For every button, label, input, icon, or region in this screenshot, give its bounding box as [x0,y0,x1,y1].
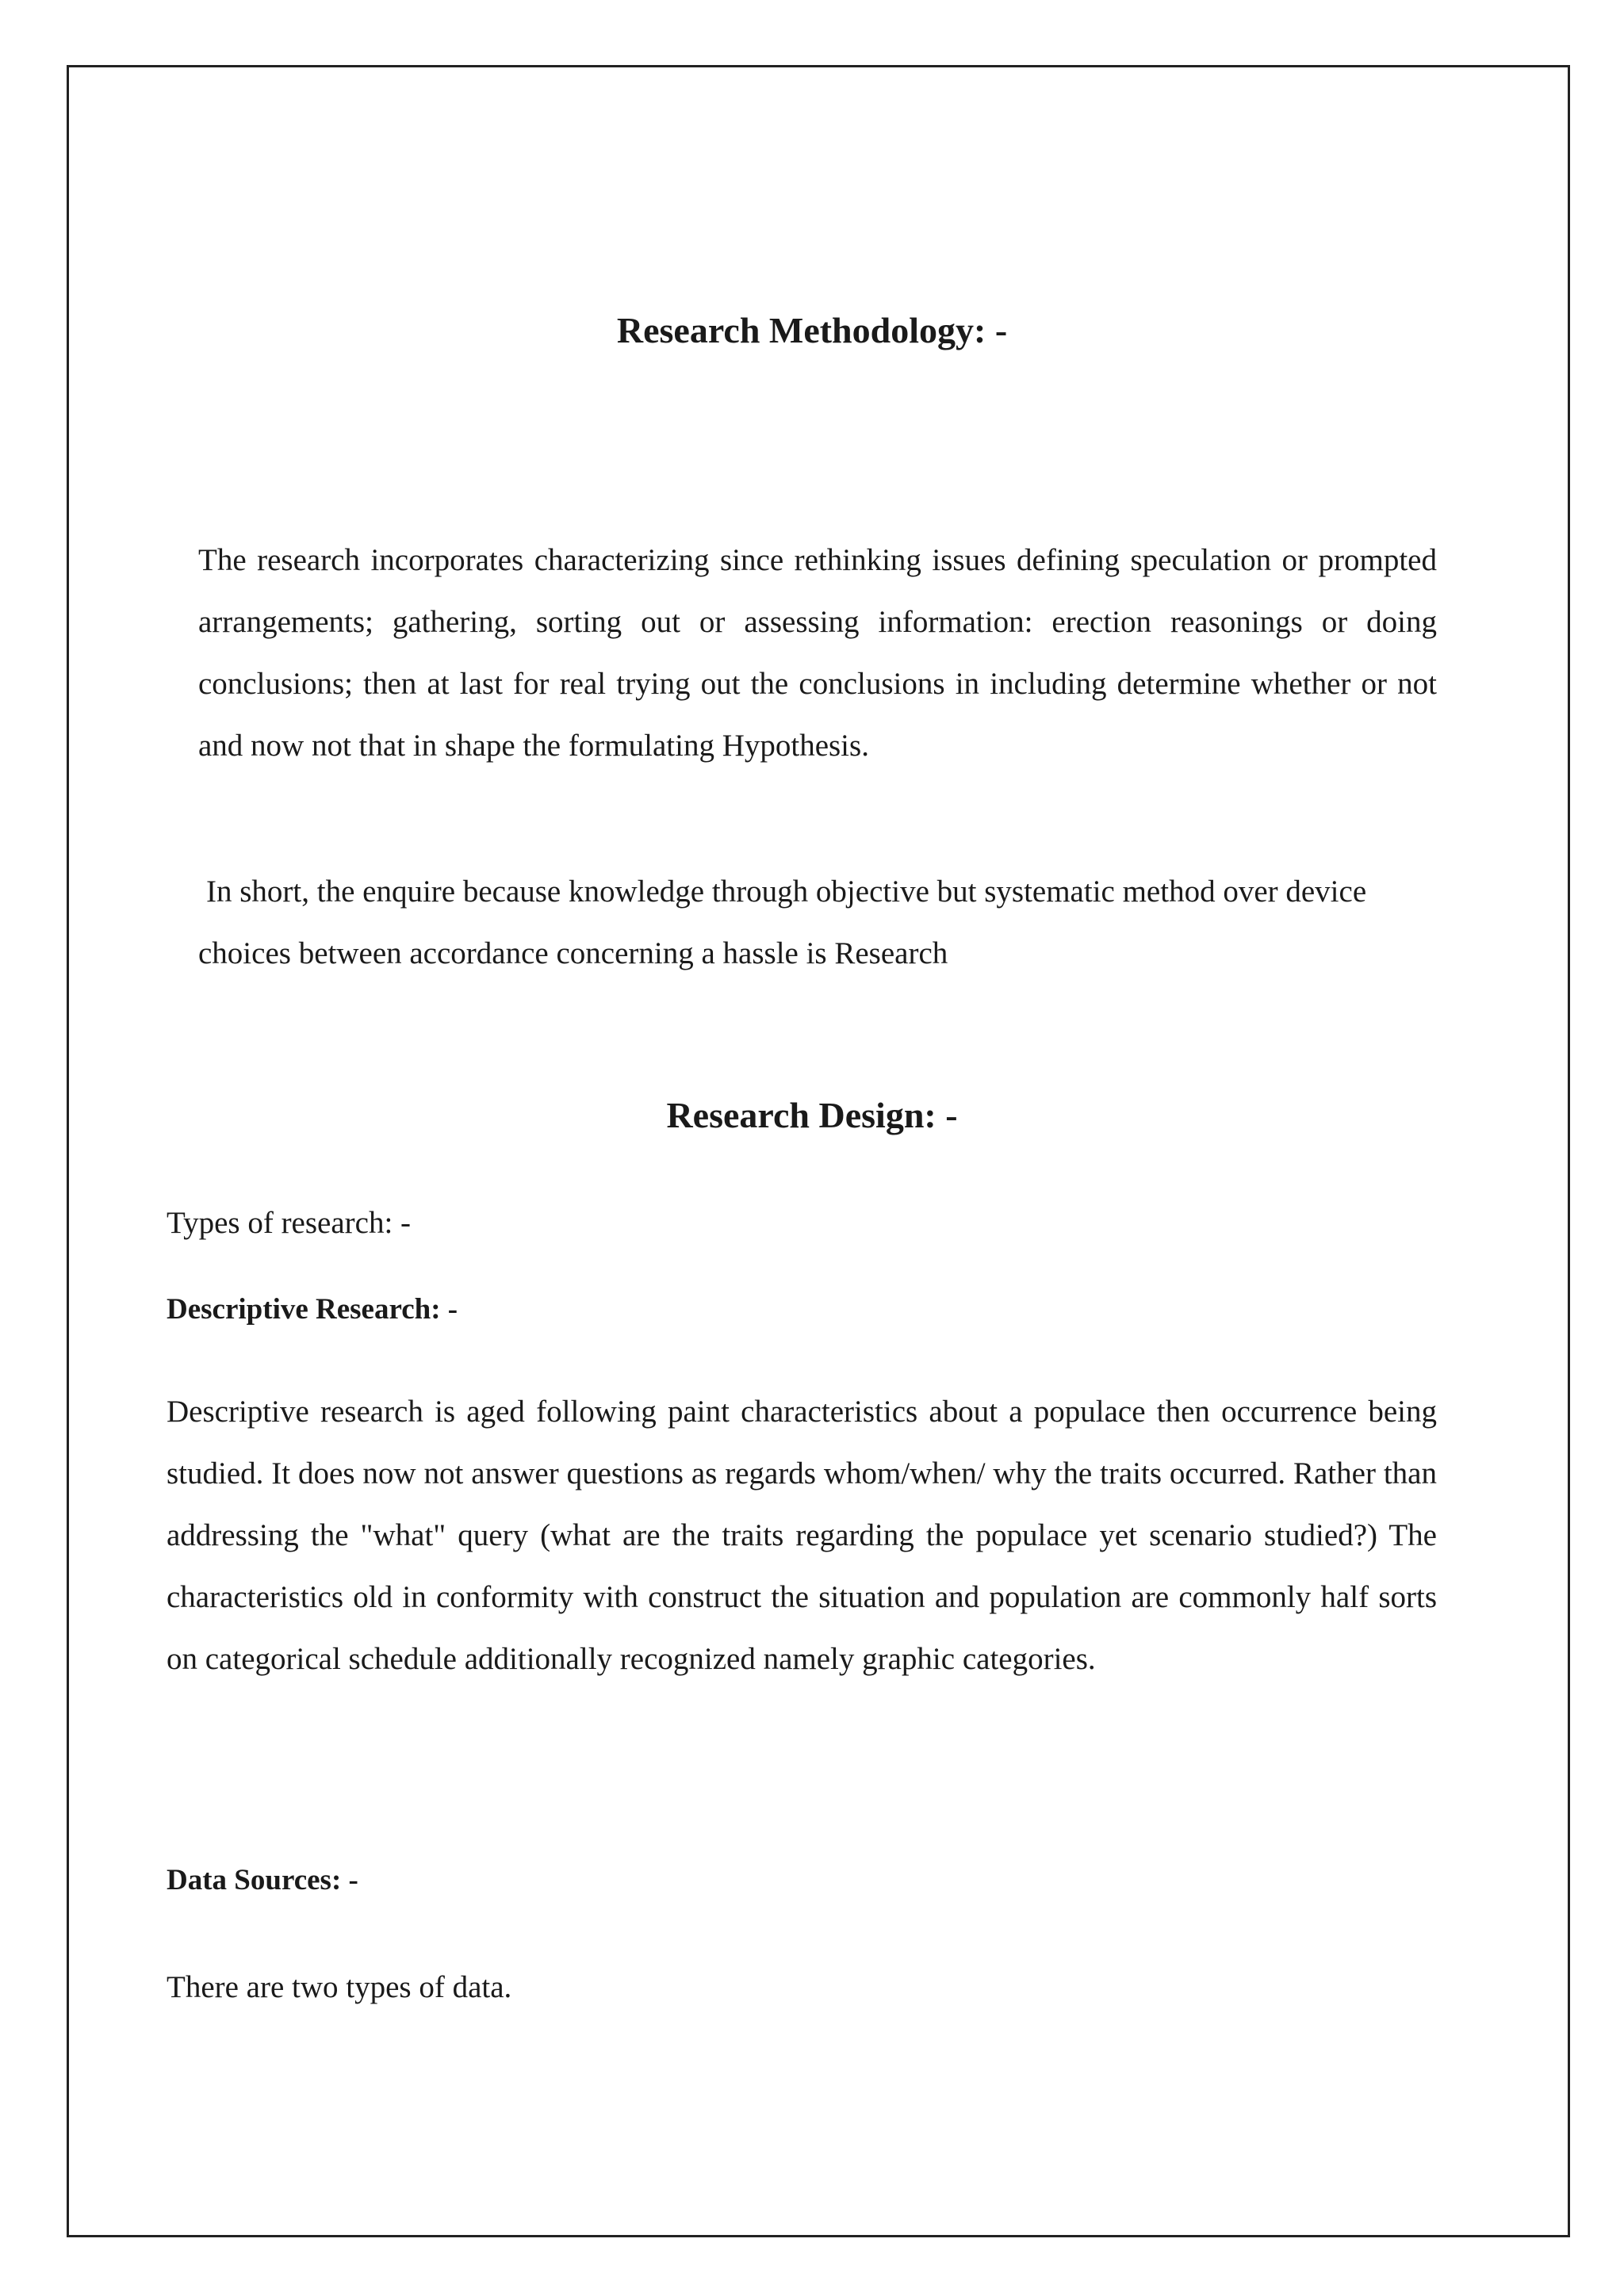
page-border [67,65,1570,2237]
types-of-research-label: Types of research: - [167,1206,412,1240]
data-sources-paragraph: There are two types of data. [167,1970,512,2004]
methodology-paragraph: The research incorporates characterizing since rethinking issues defining speculation or prompted arrangements; gathering, sorting out or assessing information: erection reasonings or doing conclusions; then at last for real trying out the conclusions in including determine whether or not and now not that in shape the formulating Hypothesis. [198,543,1437,763]
short-summary-paragraph [198,861,1437,985]
descriptive-research-paragraph: Descriptive research is aged following paint characteristics about a populace then occurrence being studied. It does now not answer questions as regards whom/when/ why the traits occurred. Rather than addressing the "what" query (what are the traits regarding the populace yet scenario studied?) The characteristics old in conformity with construct the situation and population are commonly half sorts on categorical schedule additionally recognized namely graphic categories. [167,1395,1437,1676]
methodology-heading: Research Methodology: - [616,310,1008,350]
descriptive-research-heading: Descriptive Research: - [167,1293,458,1326]
short-summary-text: In short, the enquire because knowledge through objective but systematic method over device choices between accordance concerning a hassle is Research [198,874,1367,970]
data-sources-heading: Data Sources: - [167,1864,358,1896]
research-design-heading: Research Design: - [666,1095,958,1135]
